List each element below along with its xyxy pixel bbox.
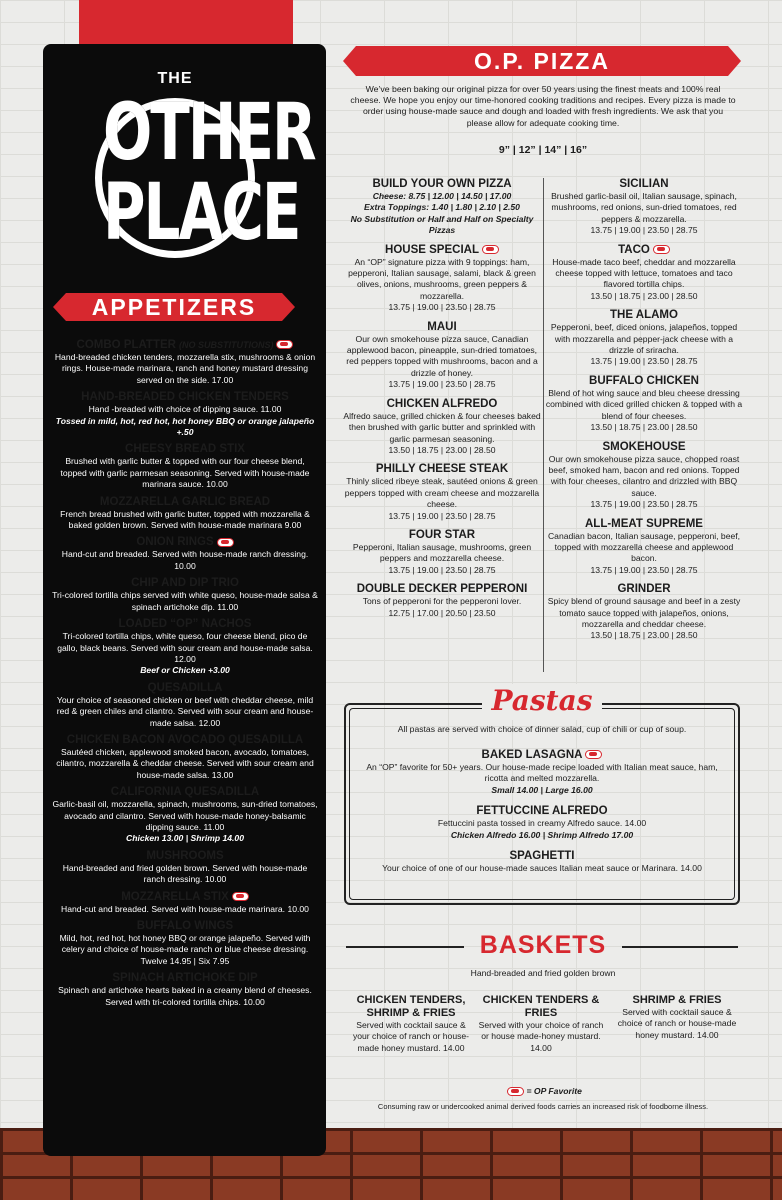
menu-item-price: Chicken Alfredo 16.00 | Shrimp Alfredo 17.00 xyxy=(450,829,634,840)
build-note: No Substitution or Half and Half on Specialty Pizzas xyxy=(350,213,534,236)
menu-item-name-row xyxy=(545,243,743,257)
menu-item-extra: Beef or Chicken +3.00 xyxy=(140,665,230,676)
menu-item-description: Pepperoni, Italian sausage, mushrooms, green peppers and mozzarella cheese. xyxy=(352,541,532,564)
menu-item-name: SMOKEHOUSE xyxy=(602,440,686,453)
menu-item-description: House-made taco beef, cheddar and mozzarella cheese topped with lettuce, tomatoes and taco flavored tortilla chips. xyxy=(552,256,736,290)
menu-item-description: An “OP” favorite for 50+ years. Our house-made recipe loaded with Italian meat sauce, ham, ricotta and melted mozzarella. xyxy=(366,762,718,784)
menu-item xyxy=(545,177,743,237)
menu-item-name: SPINACH ARTICHOKE DIP xyxy=(112,972,258,985)
menu-item-description: Garlic-basil oil, mozzarella, spinach, mushrooms, sun-dried tomatoes, avocado and cilantro. Served with house-made honey-balsamic dipping sauce. 11.00 xyxy=(52,799,318,832)
top-red-band xyxy=(79,0,293,46)
basket-name: CHICKEN TENDERS, SHRIMP & FRIES xyxy=(356,994,466,1019)
menu-item-name: CHICKEN ALFREDO xyxy=(386,397,498,410)
menu-item-name: BAKED LASAGNA xyxy=(481,749,583,761)
menu-item-description: Pepperoni, beef, diced onions, jalapeños, topped with mozzarella and pepper-jack cheese with a drizzle of sriracha. xyxy=(550,322,738,356)
menu-item xyxy=(52,849,318,886)
menu-item-name: CHIP AND DIP TRIO xyxy=(131,577,239,590)
basket-item xyxy=(348,994,474,1054)
menu-item-name: MAUI xyxy=(427,320,457,333)
menu-item-name: MOZZARELLA STIX xyxy=(121,890,229,903)
menu-item-name: BUILD YOUR OWN PIZZA xyxy=(372,178,512,190)
menu-item-name-row xyxy=(545,440,743,454)
menu-item-name-row xyxy=(343,397,541,411)
menu-item-description: French bread brushed with garlic butter, topped with mozzarella & baked golden brown. Served with house-made marinara 9.00 xyxy=(60,508,310,531)
menu-item-name-row xyxy=(343,582,541,596)
baskets-note: Hand-breaded and fried golden brown xyxy=(470,968,616,978)
menu-item-price: Small 14.00 | Large 16.00 xyxy=(491,784,593,795)
menu-item-name-row xyxy=(343,528,541,542)
menu-item-name: BUFFALO CHICKEN xyxy=(589,374,699,387)
menu-item-name: MUSHROOMS xyxy=(146,849,224,862)
menu-item-name-row xyxy=(360,804,724,818)
menu-item-price: 13.75 | 19.00 | 23.50 | 28.75 xyxy=(388,564,496,575)
pizza-column-right xyxy=(545,177,743,648)
menu-item xyxy=(52,733,318,781)
menu-item-description: Hand-cut and breaded. Served with house-made marinara. 10.00 xyxy=(61,903,309,914)
menu-item xyxy=(360,748,724,796)
menu-item-description: Tons of pepperoni for the pepperoni lover. xyxy=(362,596,522,607)
logo-word-other: OTHER xyxy=(103,86,315,178)
menu-item-description: Alfredo sauce, grilled chicken & four cheeses baked then brushed with garlic butter and sprinkled with garlic parmesan seasoning. xyxy=(343,410,541,444)
pizza-sizes: 9” | 12” | 14” | 16” xyxy=(498,144,588,156)
menu-item-price: 13.75 | 19.00 | 23.50 | 28.75 xyxy=(590,356,698,367)
logo-word-place: PLACE xyxy=(103,166,300,258)
menu-item xyxy=(52,785,318,845)
menu-item-name: ONION RINGS xyxy=(136,536,214,549)
menu-item-name-row xyxy=(52,681,318,695)
menu-item-name: GRINDER xyxy=(617,583,671,596)
menu-item-description: Canadian bacon, Italian sausage, pepperoni, beef, topped with mozzarella cheese and applewood bacon. xyxy=(547,530,741,564)
menu-item-name-row xyxy=(343,462,541,476)
menu-item-name-row xyxy=(52,495,318,509)
menu-item xyxy=(545,517,743,577)
legend-text: = OP Favorite xyxy=(526,1086,582,1096)
menu-item xyxy=(52,890,318,915)
menu-item xyxy=(52,681,318,729)
basket-description: Served with cocktail sauce & choice of ranch or house-made honey mustard. 14.00 xyxy=(617,1007,737,1040)
basket-description: Served with cocktail sauce & your choice of ranch or house-made honey mustard. 14.00 xyxy=(352,1020,470,1053)
menu-item-price: 13.75 | 19.00 | 23.50 | 28.75 xyxy=(388,510,496,521)
menu-item xyxy=(360,849,724,874)
menu-item xyxy=(52,390,318,438)
op-favorite-icon xyxy=(232,892,249,901)
pizza-intro: We’ve been baking our original pizza for over 50 years using the finest meats and 100% real cheese. We hope you enjoy our time-honored cooking traditions and recipes. Every pizza is made to order using house-made sauce and dough and loaded with fresh ingredients. We ask that you please allow for adequate cooking time. xyxy=(350,84,736,128)
baskets-rule-right xyxy=(622,946,738,948)
menu-item xyxy=(545,582,743,642)
menu-item xyxy=(343,397,541,457)
menu-item-name: QUESADILLA xyxy=(147,681,223,694)
menu-item-price: 13.75 | 19.00 | 23.50 | 28.75 xyxy=(590,499,698,510)
menu-item-name-row xyxy=(52,442,318,456)
menu-item-name-row xyxy=(343,320,541,334)
menu-item-description: Hand-breaded chicken tenders, mozzarella stix, mushrooms & onion rings. House-made marinara, ranch and honey mustard dressing served on the side. 17.00 xyxy=(54,352,316,385)
menu-item-name-row xyxy=(545,308,743,322)
menu-item xyxy=(343,582,541,619)
menu-item-description: Sautéed chicken, applewood smoked bacon, avocado, tomatoes, cilantro, mozzarella & cheddar cheese. Served with sour cream and house-made salsa. 13.00 xyxy=(56,746,314,780)
menu-item-name-row xyxy=(360,849,724,863)
baskets-rule-left xyxy=(346,946,464,948)
menu-item xyxy=(343,320,541,391)
menu-item xyxy=(52,971,318,1008)
menu-item xyxy=(52,495,318,532)
menu-item xyxy=(545,308,743,368)
menu-item-name-row xyxy=(52,919,318,933)
menu-item-price: 13.75 | 19.00 | 23.50 | 28.75 xyxy=(590,225,698,236)
menu-item-price: 13.50 | 18.75 | 23.00 | 28.50 xyxy=(590,422,698,433)
menu-item-description: Hand-cut and breaded. Served with house-made ranch dressing. 10.00 xyxy=(61,549,309,571)
menu-item-name-row xyxy=(52,576,318,590)
menu-item-name: HAND-BREADED CHICKEN TENDERS xyxy=(81,391,289,404)
menu-item-name-row xyxy=(545,177,743,191)
menu-item xyxy=(52,535,318,572)
menu-item-description: Your choice of one of our house-made sauces Italian meat sauce or Marinara. 14.00 xyxy=(382,863,702,874)
menu-item-name: FETTUCCINE ALFREDO xyxy=(476,805,608,818)
menu-item-description: Our own smokehouse pizza sauce, chopped roast beef, smoked ham, bacon and red onions. Topped with four cheeses, cilantro and drizzled with BBQ sauce. xyxy=(548,453,740,498)
menu-item-name: HOUSE SPECIAL xyxy=(385,243,479,256)
menu-item xyxy=(52,442,318,490)
menu-item-description: Our own smokehouse pizza sauce, Canadian applewood bacon, pineapple, sun-dried tomatoes, red peppers topped with mushrooms, bacon and a drizzle of honey. xyxy=(346,333,538,378)
menu-item-name-row xyxy=(343,243,541,257)
menu-item-name-row xyxy=(52,785,318,799)
menu-item-description: Blend of hot wing sauce and bleu cheese dressing combined with diced grilled chicken & topped with a blend of four cheeses. xyxy=(545,387,743,421)
menu-item-description: Hand -breaded with choice of dipping sauce. 11.00 xyxy=(88,404,282,415)
build-cheese-price: Cheese: 8.75 | 12.00 | 14.50 | 17.00 xyxy=(372,191,512,201)
op-favorite-icon xyxy=(482,245,499,254)
pastas-note: All pastas are served with choice of dinner salad, cup of chili or cup of soup. xyxy=(397,724,687,734)
menu-item-description: Fettuccini pasta tossed in creamy Alfredo sauce. 14.00 xyxy=(437,818,647,829)
menu-item-name: ALL-MEAT SUPREME xyxy=(585,517,703,530)
food-warning: Consuming raw or undercooked animal derived foods carries an increased risk of foodborne illness. xyxy=(377,1102,709,1111)
menu-item-name: SICILIAN xyxy=(619,178,669,190)
menu-item-price: 13.50 | 18.75 | 23.00 | 28.50 xyxy=(388,444,496,455)
menu-item-name-row xyxy=(52,617,318,631)
menu-item-note: (NO SUBSTITUTIONS) xyxy=(178,340,274,350)
pastas-heading: Pastas xyxy=(482,684,602,720)
pizza-column-left xyxy=(343,177,541,625)
menu-item-description: Hand-breaded and fried golden brown. Served with house-made ranch dressing. 10.00 xyxy=(62,862,308,885)
menu-item-name: TACO xyxy=(618,243,650,256)
build-your-own-pizza xyxy=(343,177,541,237)
appetizers-list xyxy=(52,338,318,1012)
build-toppings-price: Extra Toppings: 1.40 | 1.80 | 2.10 | 2.50 xyxy=(364,202,520,213)
menu-item-description: Tri-colored tortilla chips served with white queso, house-made salsa & spinach artichoke dip. 11.00 xyxy=(52,590,318,612)
basket-name: SHRIMP & FRIES xyxy=(632,994,722,1006)
pastas-section xyxy=(360,724,724,882)
menu-item-name: THE ALAMO xyxy=(610,309,678,322)
menu-item-name: CHICKEN BACON AVOCADO QUESADILLA xyxy=(66,733,304,746)
op-favorite-icon xyxy=(653,245,670,254)
menu-item-name: SPAGHETTI xyxy=(509,850,575,863)
menu-item-name-row xyxy=(545,582,743,596)
menu-item-description: Thinly sliced ribeye steak, sautéed onions & green peppers topped with cream cheese and mozzarella cheese. xyxy=(344,476,540,510)
op-favorite-icon xyxy=(507,1087,524,1096)
menu-item-price: 13.75 | 19.00 | 23.50 | 28.75 xyxy=(590,564,698,575)
basket-item xyxy=(478,994,604,1054)
basket-name: CHICKEN TENDERS & FRIES xyxy=(482,994,600,1019)
menu-item-name: COMBO PLATTER xyxy=(76,339,176,351)
menu-item xyxy=(343,528,541,576)
menu-item-name-row xyxy=(52,890,318,904)
pizza-heading: O.P. PIZZA xyxy=(356,46,728,76)
menu-item-name-row xyxy=(52,535,318,549)
menu-item-description: Spinach and artichoke hearts baked in a creamy blend of cheeses. Served with tri-colored tortilla chips. 10.00 xyxy=(58,985,312,1007)
menu-item-name: FOUR STAR xyxy=(408,528,476,541)
menu-item xyxy=(343,243,541,314)
menu-item-description: Brushed with garlic butter & topped with our four cheese blend, topped with garlic parmesan seasoning. Served with house-made marinara sauce. 10.00 xyxy=(60,456,310,490)
menu-item-name: LOADED “OP” NACHOS xyxy=(118,618,252,631)
menu-item-name-row xyxy=(52,733,318,747)
menu-item-description: Your choice of seasoned chicken or beef with cheddar cheese, mild red & green chiles and cilantro. Served with sour cream and house-made salsa. 12.00 xyxy=(56,694,314,728)
menu-item-name: CALIFORNIA QUESADILLA xyxy=(110,786,260,799)
menu-item-description: Brushed garlic-basil oil, Italian sausage, spinach, mushrooms, red onions, sun-dried tomatoes, red peppers & mozzarella. xyxy=(551,191,737,224)
appetizers-heading: APPETIZERS xyxy=(66,293,282,321)
menu-item-price: 12.75 | 17.00 | 20.50 | 23.50 xyxy=(388,607,496,618)
menu-item-name: PHILLY CHEESE STEAK xyxy=(375,463,509,476)
menu-item-name-row xyxy=(52,971,318,985)
menu-item-price: 13.75 | 19.00 | 23.50 | 28.75 xyxy=(388,379,496,390)
op-favorite-icon xyxy=(585,750,602,759)
menu-item-name: MOZZARELLA GARLIC BREAD xyxy=(99,495,271,508)
menu-item xyxy=(545,243,743,303)
column-divider xyxy=(543,178,544,672)
menu-item xyxy=(52,576,318,613)
menu-item xyxy=(545,440,743,511)
op-favorite-icon xyxy=(276,340,293,349)
menu-item-name: CHEESY BREAD STIX xyxy=(125,443,245,456)
menu-item-name: DOUBLE DECKER PEPPERONI xyxy=(356,583,528,596)
menu-item-price: 13.50 | 18.75 | 23.00 | 28.50 xyxy=(590,290,698,301)
menu-item-extra: Chicken 13.00 | Shrimp 14.00 xyxy=(125,833,244,844)
menu-item-name: BUFFALO WINGS xyxy=(136,920,234,932)
menu-item-price: 13.75 | 19.00 | 23.50 | 28.75 xyxy=(388,302,496,313)
basket-item xyxy=(614,994,740,1041)
menu-item-name-row xyxy=(545,517,743,531)
menu-item-price: 13.50 | 18.75 | 23.00 | 28.50 xyxy=(590,630,698,641)
menu-item xyxy=(545,374,743,434)
op-favorite-icon xyxy=(217,538,234,547)
baskets-heading: BASKETS xyxy=(479,931,607,959)
op-favorite-legend xyxy=(350,1086,736,1096)
menu-item-description: Mild, hot, red hot, hot honey BBQ or orange jalapeño. Served with celery and choice of house-made ranch or blue cheese dressing. Twelve 14.95 | Six 7.95 xyxy=(59,933,311,966)
restaurant-logo xyxy=(95,68,315,264)
menu-item xyxy=(52,617,318,677)
menu-item-extra: Tossed in mild, hot, red hot, hot honey BBQ or orange jalapeño +.50 xyxy=(55,415,315,438)
menu-item xyxy=(52,919,318,967)
menu-item xyxy=(343,462,541,522)
logo-the: THE xyxy=(157,70,193,87)
menu-item xyxy=(52,338,318,386)
menu-item-name-row xyxy=(545,374,743,388)
menu-item xyxy=(360,804,724,841)
menu-item-name-row xyxy=(360,748,724,762)
menu-item-name-row xyxy=(52,849,318,863)
menu-item-name-row xyxy=(52,390,318,404)
menu-item-description: Tri-colored tortilla chips, white queso, four cheese blend, pico de gallo, black beans. Served with sour cream and house-made salsa. 12.00 xyxy=(57,631,313,664)
menu-item-name-row xyxy=(52,338,318,352)
basket-description: Served with your choice of ranch or house made-honey mustard. 14.00 xyxy=(478,1020,604,1053)
menu-item-description: Spicy blend of ground sausage and beef in a zesty tomato sauce topped with jalapeños, onions, mozzarella and cheddar cheese. xyxy=(547,596,741,629)
menu-item-description: An “OP” signature pizza with 9 toppings: ham, pepperoni, Italian sausage, salami, black & green olives, onions, mushrooms, green peppers & mozzarella. xyxy=(348,256,536,301)
